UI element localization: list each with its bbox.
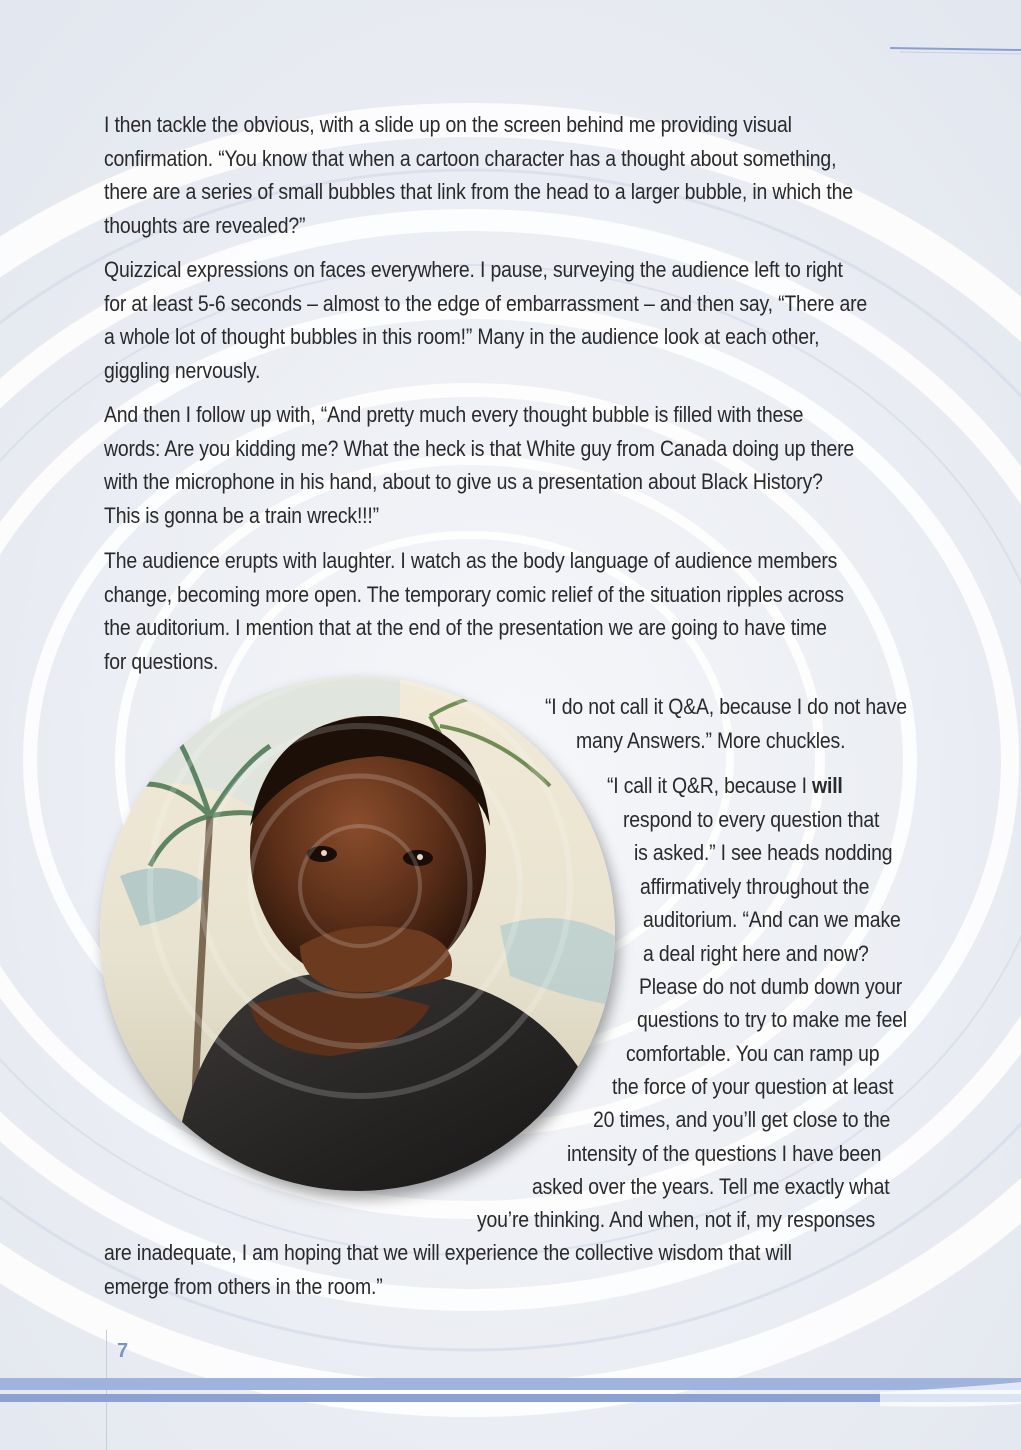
wrap-line: comfortable. You can ramp up — [626, 1041, 880, 1066]
wrap-line: affirmatively throughout the — [640, 874, 870, 899]
portrait-painting — [100, 676, 615, 1191]
paragraph-4 — [104, 544, 844, 678]
text-line: for questions. — [104, 648, 219, 674]
emphasis-word: will — [812, 773, 843, 798]
wrap-line: you’re thinking. And when, not if, my responses — [477, 1207, 876, 1232]
text-line: for at least 5-6 seconds – almost to the edge of embarrassment – and then say, “There are — [104, 290, 868, 316]
paragraph-1 — [104, 108, 853, 242]
paragraph-2 — [104, 253, 868, 387]
text-line: with the microphone in his hand, about to give us a presentation about Black History? — [104, 469, 823, 494]
text-line: Quizzical expressions on faces everywhere. I pause, surveying the audience left to right — [104, 257, 843, 282]
paragraph-3 — [104, 398, 855, 532]
wrap-line: many Answers.” More chuckles. — [576, 728, 846, 753]
text-line: there are a series of small bubbles that link from the head to a larger bubble, in which the — [104, 179, 853, 204]
wrap-line: is asked.” I see heads nodding — [634, 840, 893, 865]
text-line: And then I follow up with, “And pretty much every thought bubble is filled with these — [104, 402, 804, 427]
text-line: are inadequate, I am hoping that we will experience the collective wisdom that will — [104, 1240, 792, 1265]
wrap-line: asked over the years. Tell me exactly what — [532, 1174, 890, 1199]
text-line: giggling nervously. — [104, 357, 261, 383]
text-line: The audience erupts with laughter. I watch as the body language of audience members — [104, 548, 838, 573]
wrap-line: questions to try to make me feel — [637, 1007, 907, 1032]
text-line: the auditorium. I mention that at the end of the presentation we are going to have time — [104, 615, 827, 640]
closing-paragraph — [104, 1236, 831, 1303]
text-line: This is gonna be a train wreck!!!” — [104, 502, 379, 528]
wrap-line: the force of your question at least — [612, 1074, 894, 1099]
wrap-line-text: “I call it Q&R, because I — [607, 773, 813, 798]
text-line: words: Are you kidding me? What the heck is that White guy from Canada doing up there — [104, 435, 855, 461]
portrait-image — [100, 676, 615, 1191]
page-number: 7 — [117, 1340, 129, 1362]
wrap-line: a deal right here and now? — [643, 941, 869, 966]
text-line: a whole lot of thought bubbles in this room!” Many in the audience look at each other, — [104, 324, 820, 349]
wrap-line: “I do not call it Q&A, because I do not have — [545, 694, 907, 719]
wrap-line: respond to every question that — [623, 807, 880, 832]
wrap-line: 20 times, and you’ll get close to the — [593, 1107, 891, 1132]
text-line: thoughts are revealed?” — [104, 212, 306, 238]
wrap-line: Please do not dumb down your — [639, 974, 903, 999]
text-line: I then tackle the obvious, with a slide up on the screen behind me providing visual — [104, 112, 792, 137]
text-line: change, becoming more open. The temporary comic relief of the situation ripples across — [104, 581, 844, 607]
wrap-line-emphasis — [607, 769, 843, 803]
footer-stripe — [0, 1378, 1021, 1418]
wrap-line: intensity of the questions I have been — [567, 1141, 882, 1166]
wrap-line: auditorium. “And can we make — [643, 907, 901, 932]
text-line: emerge from others in the room.” — [104, 1273, 383, 1299]
text-line: confirmation. “You know that when a cartoon character has a thought about something, — [104, 145, 837, 171]
